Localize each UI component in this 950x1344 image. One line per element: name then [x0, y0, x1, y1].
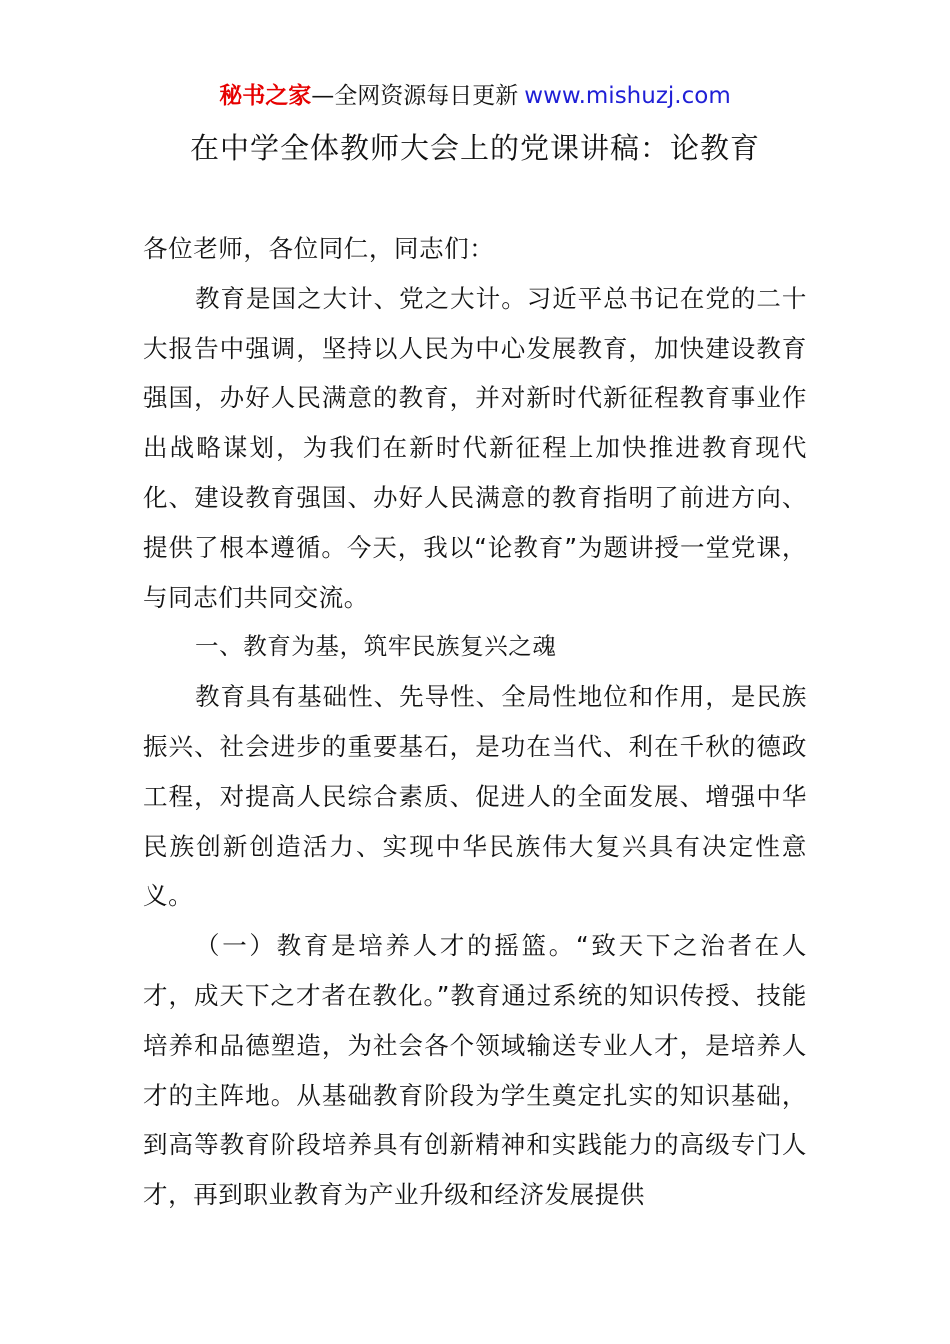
- site-url-link[interactable]: www.mishuzj.com: [524, 83, 731, 109]
- salutation: 各位老师，各位同仁，同志们：: [143, 234, 495, 263]
- paragraph-intro: 教育是国之大计、党之大计。习近平总书记在党的二十大报告中强调，坚持以人民为中心发展教育，加快建设教育强国，办好人民满意的教育，并对新时代新征程教育事业作出战略谋划，为我们在新时代新征程上加快推进教育现代化、建设教育强国、办好人民满意的教育指明了前进方向、提供了根本遵循。今天，我以“论教育”为题讲授一堂党课，与同志们共同交流。: [143, 283, 807, 612]
- paragraph-section-1: 教育具有基础性、先导性、全局性地位和作用，是民族振兴、社会进步的重要基石，是功在当代、利在千秋的德政工程，对提高人民综合素质、促进人的全面发展、增强中华民族创新创造活力、实现中华民族伟大复兴具有决定性意义。: [143, 682, 807, 911]
- section-heading-1: 一、教育为基，筑牢民族复兴之魂: [195, 632, 557, 661]
- document-title: 在中学全体教师大会上的党课讲稿：论教育: [189, 131, 760, 165]
- site-header: [0, 78, 950, 114]
- paragraph-subsection-1: （一）教育是培养人才的摇篮。“致天下之治者在人才，成天下之才者在教化。”教育通过系统的知识传授、技能培养和品德塑造，为社会各个领域输送专业人才，是培养人才的主阵地。从基础教育阶段为学生奠定扎实的知识基础，到高等教育阶段培养具有创新精神和实践能力的高级专门人才，再到职业教育为产业升级和经济发展提供: [143, 931, 807, 1210]
- header-tagline: —全网资源每日更新: [311, 83, 519, 109]
- document-body: [143, 224, 807, 1220]
- brand-name: 秘书之家: [219, 83, 312, 109]
